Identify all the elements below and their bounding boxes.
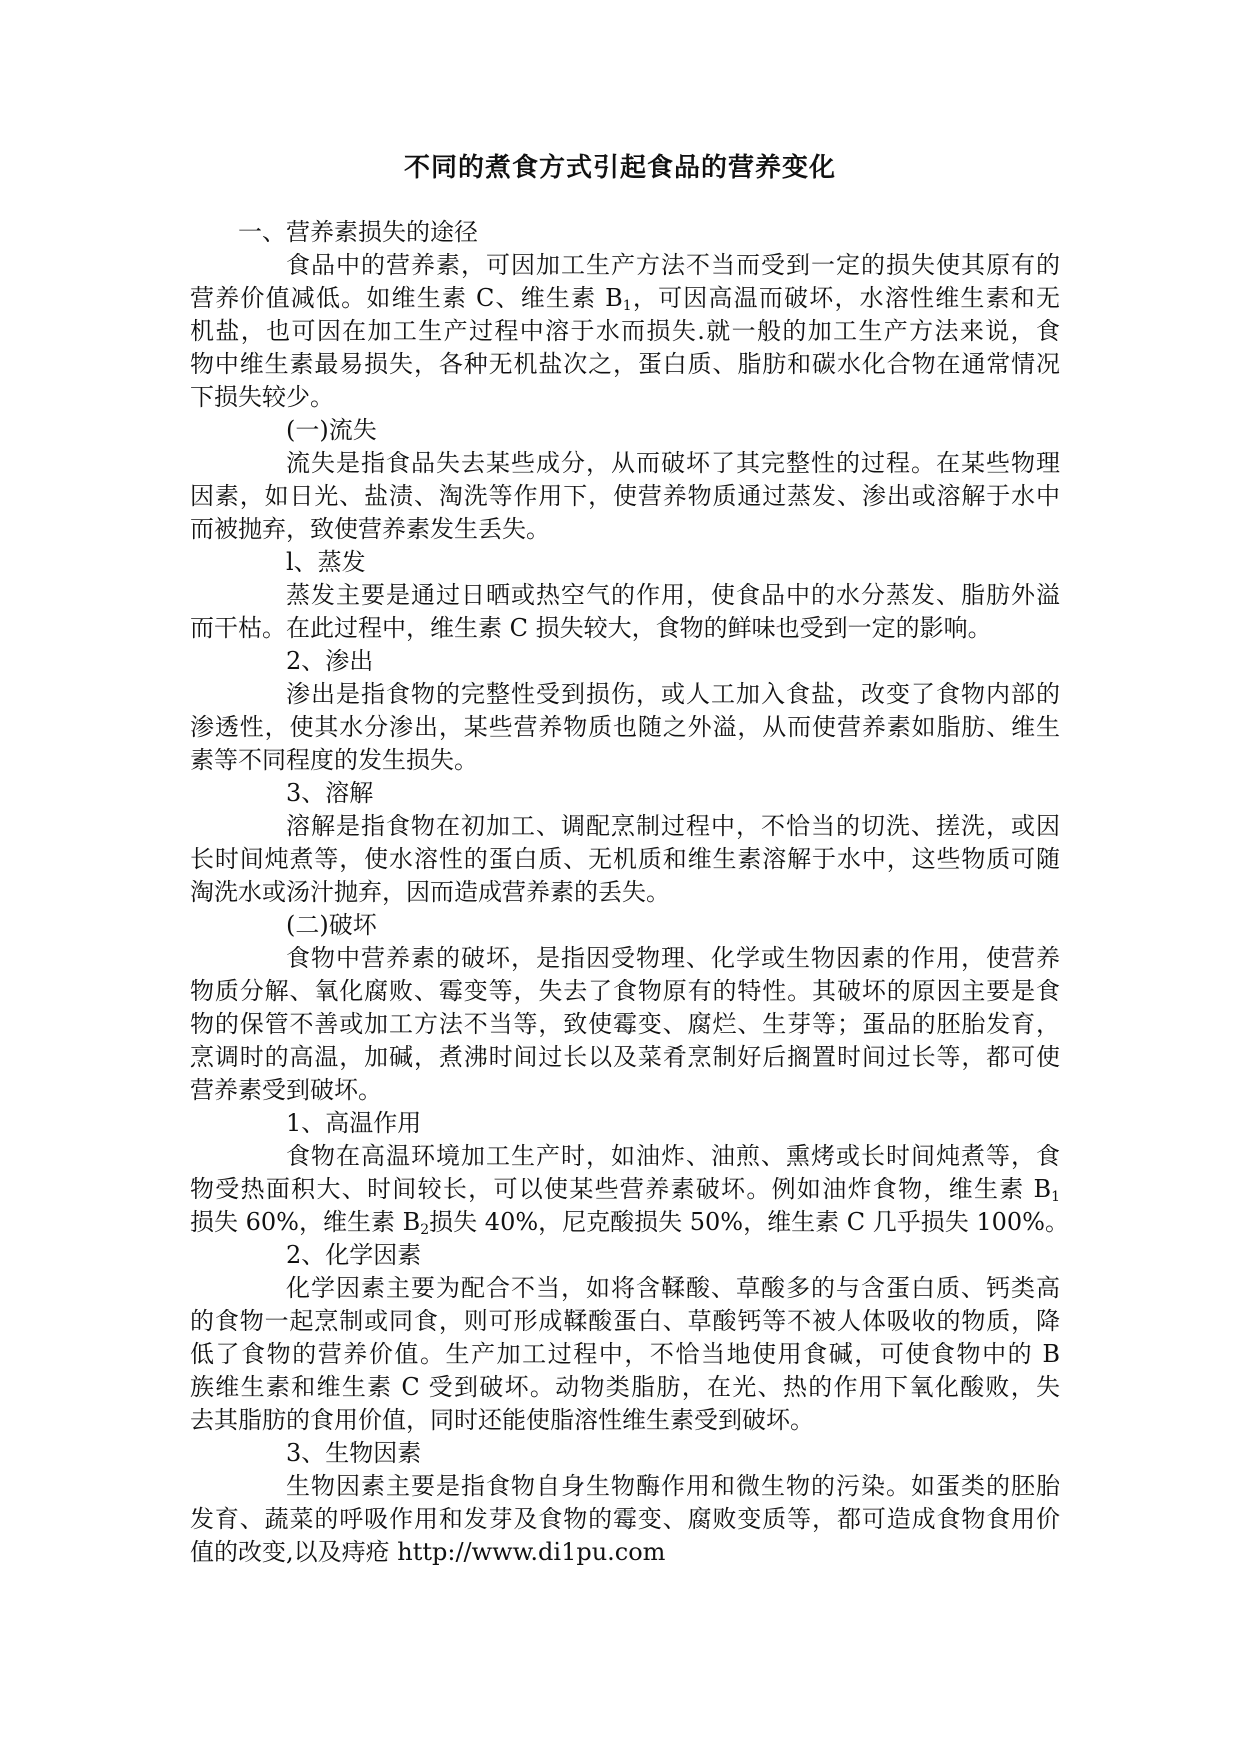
paragraph-line: 值的改变,以及痔疮 http://www.di1pu.com <box>190 1538 666 1566</box>
paragraph-line: 渗透性，使其水分渗出，某些营养物质也随之外溢，从而使营养素如脂肪、维生 <box>190 713 1060 741</box>
paragraph-line: 淘洗水或汤汁抛弃，因而造成营养素的丢失。 <box>190 878 670 906</box>
paragraph-line: 族维生素和维生素 C 受到破坏。动物类脂肪，在光、热的作用下氧化酸败，失 <box>190 1373 1060 1401</box>
document-title: 不同的煮食方式引起食品的营养变化 <box>403 153 836 183</box>
paragraph-line: 低了食物的营养价值。生产加工过程中，不恰当地使用食碱，可使食物中的 B <box>190 1340 1060 1368</box>
paragraph-line: 去其脂肪的食用价值，同时还能使脂溶性维生素受到破坏。 <box>190 1406 814 1434</box>
paragraph-line: 物受热面积大、时间较长，可以使某些营养素破坏。例如油炸食物，维生素 $B_1$ <box>190 1175 1060 1205</box>
paragraph-line: 蒸发主要是通过日晒或热空气的作用，使食品中的水分蒸发、脂肪外溢 <box>286 581 1060 609</box>
paragraph-line: 渗出是指食物的完整性受到损伤，或人工加入食盐，改变了食物内部的 <box>286 680 1060 708</box>
paragraph-line: 而干枯。在此过程中，维生素 C 损失较大，食物的鲜味也受到一定的影响。 <box>190 614 992 642</box>
paragraph-line: 长时间炖煮等，使水溶性的蛋白质、无机质和维生素溶解于水中，这些物质可随 <box>190 845 1060 873</box>
paragraph-line: 营养价值减低。如维生素 C、维生素 $B_1$，可因高温而破坏，水溶性维生素和无 <box>190 284 1060 314</box>
paragraph-line: 烹调时的高温，加碱，煮沸时间过长以及菜肴烹制好后搁置时间过长等，都可使 <box>190 1043 1060 1071</box>
paragraph-line: 物中维生素最易损失，各种无机盐次之，蛋白质、脂肪和碳水化合物在通常情况 <box>190 350 1060 378</box>
paragraph-line: 发育、蔬菜的呼吸作用和发芽及食物的霉变、腐败变质等，都可造成食物食用价 <box>190 1505 1060 1533</box>
paragraph-line: 化学因素主要为配合不当，如将含鞣酸、草酸多的与含蛋白质、钙类高 <box>286 1274 1060 1302</box>
item-heading: 1、高温作用 <box>286 1109 422 1137</box>
paragraph-line: 损失 60%，维生素 $B_2$损失 40%，尼克酸损失 50%，维生素 C 几乎损失 100%。 <box>190 1208 1069 1238</box>
section-heading: 一、营养素损失的途径 <box>238 218 478 246</box>
paragraph-line: 生物因素主要是指食物自身生物酶作用和微生物的污染。如蛋类的胚胎 <box>286 1472 1060 1500</box>
item-heading: 3、溶解 <box>286 779 374 807</box>
item-heading: l、蒸发 <box>286 548 366 576</box>
subsection-heading: (一)流失 <box>286 416 377 444</box>
paragraph-line: 下损失较少。 <box>190 383 334 411</box>
paragraph-line: 的食物一起烹制或同食，则可形成鞣酸蛋白、草酸钙等不被人体吸收的物质，降 <box>190 1307 1060 1335</box>
paragraph-line: 而被抛弃，致使营养素发生丢失。 <box>190 515 550 543</box>
paragraph-line: 食品中的营养素，可因加工生产方法不当而受到一定的损失使其原有的 <box>286 251 1060 279</box>
paragraph-line: 流失是指食品失去某些成分，从而破坏了其完整性的过程。在某些物理 <box>286 449 1060 477</box>
paragraph-line: 素等不同程度的发生损失。 <box>190 746 478 774</box>
item-heading: 2、化学因素 <box>286 1241 422 1269</box>
item-heading: 3、生物因素 <box>286 1439 422 1467</box>
subsection-heading: (二)破坏 <box>286 911 377 939</box>
paragraph-line: 食物在高温环境加工生产时，如油炸、油煎、熏烤或长时间炖煮等，食 <box>286 1142 1060 1170</box>
item-heading: 2、渗出 <box>286 647 374 675</box>
document-body <box>190 216 1069 1569</box>
paragraph-line: 物的保管不善或加工方法不当等，致使霉变、腐烂、生芽等；蛋品的胚胎发育， <box>190 1010 1060 1038</box>
paragraph-line: 因素，如日光、盐渍、淘洗等作用下，使营养物质通过蒸发、渗出或溶解于水中 <box>190 482 1060 510</box>
paragraph-line: 营养素受到破坏。 <box>190 1076 382 1104</box>
paragraph-line: 机盐，也可因在加工生产过程中溶于水而损失.就一般的加工生产方法来说，食 <box>190 317 1060 345</box>
paragraph-line: 食物中营养素的破坏，是指因受物理、化学或生物因素的作用，使营养 <box>286 944 1060 972</box>
paragraph-line: 溶解是指食物在初加工、调配烹制过程中，不恰当的切洗、搓洗，或因 <box>286 812 1060 840</box>
paragraph-line: 物质分解、氧化腐败、霉变等，失去了食物原有的特性。其破坏的原因主要是食 <box>190 977 1060 1005</box>
